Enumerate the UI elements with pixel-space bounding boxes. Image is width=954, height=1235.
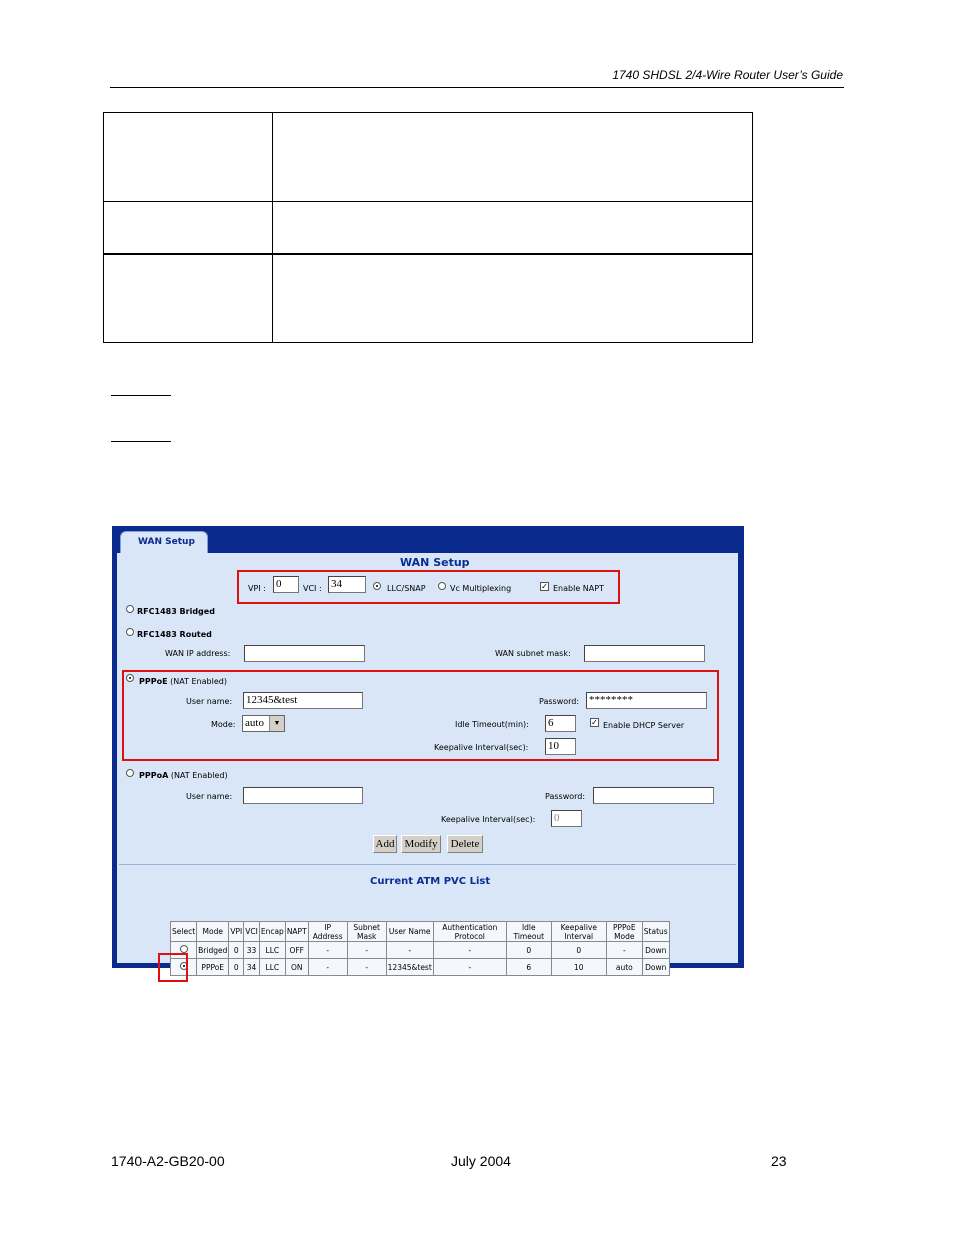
table-cell: ON xyxy=(285,959,308,976)
tab-wan-setup[interactable]: WAN Setup xyxy=(120,531,208,553)
table-cell: - xyxy=(308,942,347,959)
pvc-table xyxy=(170,921,670,976)
section-divider xyxy=(119,864,736,865)
table-row xyxy=(171,959,670,976)
table-cell: 0 xyxy=(229,959,244,976)
keepalive-label: Keepalive Interval(sec): xyxy=(434,743,529,752)
pppoe-pass-input[interactable]: ******** xyxy=(586,692,707,709)
column-header: Keepalive Interval xyxy=(551,922,606,942)
pppoe-note: (NAT Enabled) xyxy=(170,677,227,686)
vci-input[interactable]: 34 xyxy=(328,576,366,593)
table-row xyxy=(104,202,753,255)
table-row xyxy=(171,942,670,959)
highlight-box xyxy=(158,953,188,982)
table-cell: - xyxy=(433,942,506,959)
column-header: NAPT xyxy=(285,922,308,942)
table-row xyxy=(104,254,753,343)
mode-label: Mode: xyxy=(211,720,236,729)
pppoe-label-text: PPPoE xyxy=(139,677,168,686)
mode-value: auto xyxy=(245,717,264,729)
enable-napt-label: Enable NAPT xyxy=(553,584,604,593)
pppoe-pass-label: Password: xyxy=(539,697,580,706)
idle-label: Idle Timeout(min): xyxy=(455,720,529,729)
column-header: Subnet Mask xyxy=(347,922,386,942)
pppoa-label-text: PPPoA xyxy=(139,771,169,780)
idle-input[interactable]: 6 xyxy=(545,715,576,732)
wan-ip-input[interactable] xyxy=(244,645,365,662)
wan-setup-screenshot xyxy=(112,526,744,972)
pppoa-note: (NAT Enabled) xyxy=(170,771,228,780)
pppoa-user-input[interactable] xyxy=(243,787,363,804)
tab-bar xyxy=(112,526,744,553)
add-button[interactable]: Add xyxy=(373,835,397,853)
table-cell: 0 xyxy=(229,942,244,959)
column-header: IP Address xyxy=(308,922,347,942)
column-header: User Name xyxy=(386,922,433,942)
rfc-routed-radio[interactable] xyxy=(126,628,134,636)
column-header: Authentication Protocol xyxy=(433,922,506,942)
column-header: Encap xyxy=(259,922,285,942)
page-title: WAN Setup xyxy=(400,556,470,569)
row-select-radio[interactable] xyxy=(180,945,188,953)
wan-mask-label: WAN subnet mask: xyxy=(495,649,571,658)
table-cell: Down xyxy=(642,959,669,976)
table-cell: OFF xyxy=(285,942,308,959)
pppoe-label xyxy=(139,677,227,686)
vci-label: VCI : xyxy=(303,584,322,593)
table-cell: 0 xyxy=(551,942,606,959)
footer-date: July 2004 xyxy=(451,1153,511,1169)
pppoe-user-label: User name: xyxy=(186,697,233,706)
pppoa-label xyxy=(139,771,228,780)
pppoe-radio[interactable] xyxy=(126,674,134,682)
underline-rule xyxy=(111,395,171,396)
column-header: PPPoE Mode xyxy=(606,922,642,942)
column-header: Status xyxy=(642,922,669,942)
wan-ip-label: WAN IP address: xyxy=(165,649,231,658)
pppoa-keepalive-label: Keepalive Interval(sec): xyxy=(441,815,536,824)
running-header: 1740 SHDSL 2/4-Wire Router User’s Guide xyxy=(612,68,843,82)
table-cell: 6 xyxy=(506,959,551,976)
wan-setup-panel xyxy=(117,553,738,972)
parameter-table xyxy=(103,112,753,343)
pvc-list-title: Current ATM PVC List xyxy=(370,876,491,887)
column-header: Idle Timeout xyxy=(506,922,551,942)
table-cell: 10 xyxy=(551,959,606,976)
enable-dhcp-label: Enable DHCP Server xyxy=(603,721,685,730)
table-cell: 0 xyxy=(506,942,551,959)
table-cell: 33 xyxy=(244,942,260,959)
pppoe-user-input[interactable]: 12345&test xyxy=(243,692,363,709)
delete-button[interactable]: Delete xyxy=(447,835,483,853)
table-cell: - xyxy=(308,959,347,976)
rfc-bridged-radio[interactable] xyxy=(126,605,134,613)
keepalive-input[interactable]: 10 xyxy=(545,738,576,755)
llc-snap-label: LLC/SNAP xyxy=(387,584,426,593)
footer-doc-id: 1740-A2-GB20-00 xyxy=(111,1153,225,1169)
table-cell: - xyxy=(347,959,386,976)
vc-mux-label: Vc Multiplexing xyxy=(450,584,512,593)
table-cell: PPPoE xyxy=(197,959,229,976)
page-number: 23 xyxy=(771,1153,787,1169)
llc-snap-radio[interactable] xyxy=(373,582,381,590)
table-cell: - xyxy=(433,959,506,976)
table-header-row xyxy=(171,922,670,942)
table-cell: 34 xyxy=(244,959,260,976)
vpi-label: VPI : xyxy=(248,584,266,593)
table-row xyxy=(104,113,753,202)
table-cell: Down xyxy=(642,942,669,959)
table-cell: - xyxy=(606,942,642,959)
chevron-down-icon[interactable]: ▼ xyxy=(269,716,284,731)
table-cell: - xyxy=(347,942,386,959)
pppoa-pass-input[interactable] xyxy=(593,787,714,804)
table-cell: - xyxy=(386,942,433,959)
table-cell: Bridged xyxy=(197,942,229,959)
header-rule xyxy=(110,87,844,88)
vc-mux-radio[interactable] xyxy=(438,582,446,590)
pppoa-keepalive-input[interactable]: 0 xyxy=(551,810,582,827)
enable-napt-checkbox[interactable]: ✓ xyxy=(541,582,548,591)
table-cell: 12345&test xyxy=(386,959,433,976)
pppoa-radio[interactable] xyxy=(126,769,134,777)
table-cell: LLC xyxy=(259,959,285,976)
column-header: Select xyxy=(171,922,197,942)
rfc-routed-label: RFC1483 Routed xyxy=(137,630,212,639)
column-header: VCI xyxy=(244,922,260,942)
column-header: Mode xyxy=(197,922,229,942)
modify-button[interactable]: Modify xyxy=(401,835,441,853)
enable-dhcp-checkbox[interactable]: ✓ xyxy=(591,718,598,727)
mode-select[interactable] xyxy=(242,715,285,732)
wan-mask-input[interactable] xyxy=(584,645,705,662)
column-header: VPI xyxy=(229,922,244,942)
rfc-bridged-label: RFC1483 Bridged xyxy=(137,607,215,616)
pppoa-pass-label: Password: xyxy=(545,792,586,801)
table-cell: LLC xyxy=(259,942,285,959)
underline-rule xyxy=(111,441,171,442)
table-cell: auto xyxy=(606,959,642,976)
pppoa-user-label: User name: xyxy=(186,792,233,801)
vpi-input[interactable]: 0 xyxy=(273,576,299,593)
